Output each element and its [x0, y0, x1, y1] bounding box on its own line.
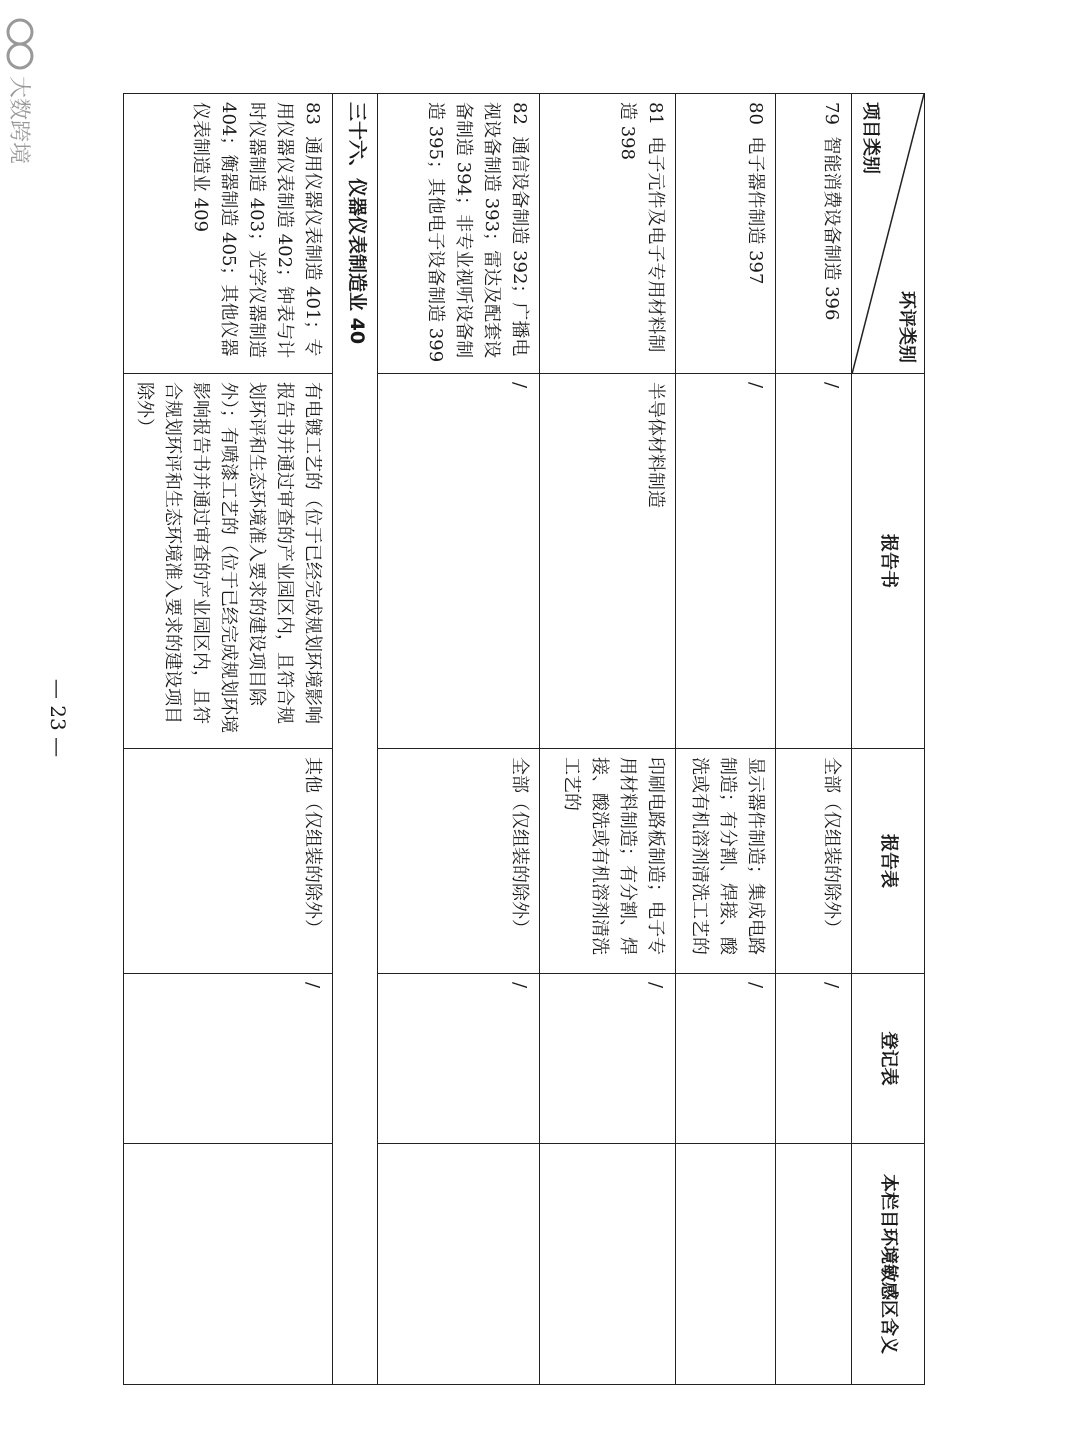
- item-cell: [378, 94, 540, 374]
- eia-category-table: [123, 93, 925, 1385]
- item-name: 通用仪器仪表制造 401；专用仪器仪表制造 402；钟表与计时仪器制造 403；光学仪器制造 404；衡器制造 405；其他仪器仪表制造业 409: [190, 102, 323, 359]
- registration-cell: /: [540, 974, 676, 1144]
- row-number: 79: [821, 102, 842, 125]
- item-cell: [124, 94, 333, 374]
- table-row: [776, 94, 852, 1385]
- table-header-row: [852, 94, 925, 1385]
- sensitive-cell: [776, 1144, 852, 1385]
- diagonal-header-cell: [852, 94, 925, 374]
- sensitive-cell: [124, 1144, 333, 1385]
- report-cell: /: [776, 374, 852, 749]
- page-number: — 23 —: [46, 678, 70, 758]
- col-report-form-header: 报告表: [852, 749, 925, 974]
- col-registration-header: 登记表: [852, 974, 925, 1144]
- report-form-cell: 显示器件制造；集成电路制造；有分割、焊接、酸洗或有机溶剂清洗工艺的: [676, 749, 776, 974]
- report-cell: /: [378, 374, 540, 749]
- registration-cell: /: [124, 974, 333, 1144]
- section-title: 三十六、仪器仪表制造业 40: [333, 94, 378, 1385]
- item-name: 电子器件制造 397: [745, 136, 766, 285]
- item-cell: [676, 94, 776, 374]
- report-cell: 有电镀工艺的（位于已经完成规划环境影响报告书并通过审查的产业园区内，且符合规划环评和生态环境准入要求的建设项目除外）；有喷漆工艺的（位于已经完成规划环境影响报告书并通过审查的产业园区内，且符合规划环评和生态环境准入要求的建设项目除外）: [124, 374, 333, 749]
- col-sensitive-header: 本栏目环境敏感区含义: [852, 1144, 925, 1385]
- svg-text:大数跨境: 大数跨境: [6, 76, 31, 165]
- registration-cell: /: [776, 974, 852, 1144]
- report-cell: 半导体材料制造: [540, 374, 676, 749]
- category-bottom-label: 项目类别: [860, 102, 881, 174]
- row-number: 83: [302, 102, 323, 125]
- registration-cell: /: [378, 974, 540, 1144]
- table-row: [540, 94, 676, 1385]
- item-name: 通信设备制造 392；广播电视设备制造 393；雷达及配套设备制造 394；非专业视听设备制造 395；其他电子设备制造 399: [425, 102, 530, 363]
- report-cell: /: [676, 374, 776, 749]
- report-form-cell: 全部（仅组装的除外）: [378, 749, 540, 974]
- item-name: 智能消费设备制造 396: [821, 136, 842, 321]
- report-form-cell: 印刷电路板制造；电子专用材料制造；有分割、焊接、酸洗或有机溶剂清洗工艺的: [540, 749, 676, 974]
- item-name: 电子元件及电子专用材料制造 398: [617, 102, 666, 353]
- report-form-cell: 全部（仅组装的除外）: [776, 749, 852, 974]
- category-top-label: 环评类别: [896, 291, 917, 363]
- table-row: [378, 94, 540, 1385]
- table-row: [676, 94, 776, 1385]
- row-number: 81: [645, 102, 666, 125]
- registration-cell: /: [676, 974, 776, 1144]
- section-row: [333, 94, 378, 1385]
- item-cell: [540, 94, 676, 374]
- watermark-logo: [0, 12, 40, 212]
- col-report-header: 报告书: [852, 374, 925, 749]
- report-form-cell: 其他（仅组装的除外）: [124, 749, 333, 974]
- row-number: 82: [509, 102, 530, 125]
- sensitive-cell: [378, 1144, 540, 1385]
- watermark-icon: [0, 12, 40, 212]
- sensitive-cell: [676, 1144, 776, 1385]
- sensitive-cell: [540, 1144, 676, 1385]
- item-cell: [776, 94, 852, 374]
- row-number: 80: [745, 102, 766, 125]
- table-row: [124, 94, 333, 1385]
